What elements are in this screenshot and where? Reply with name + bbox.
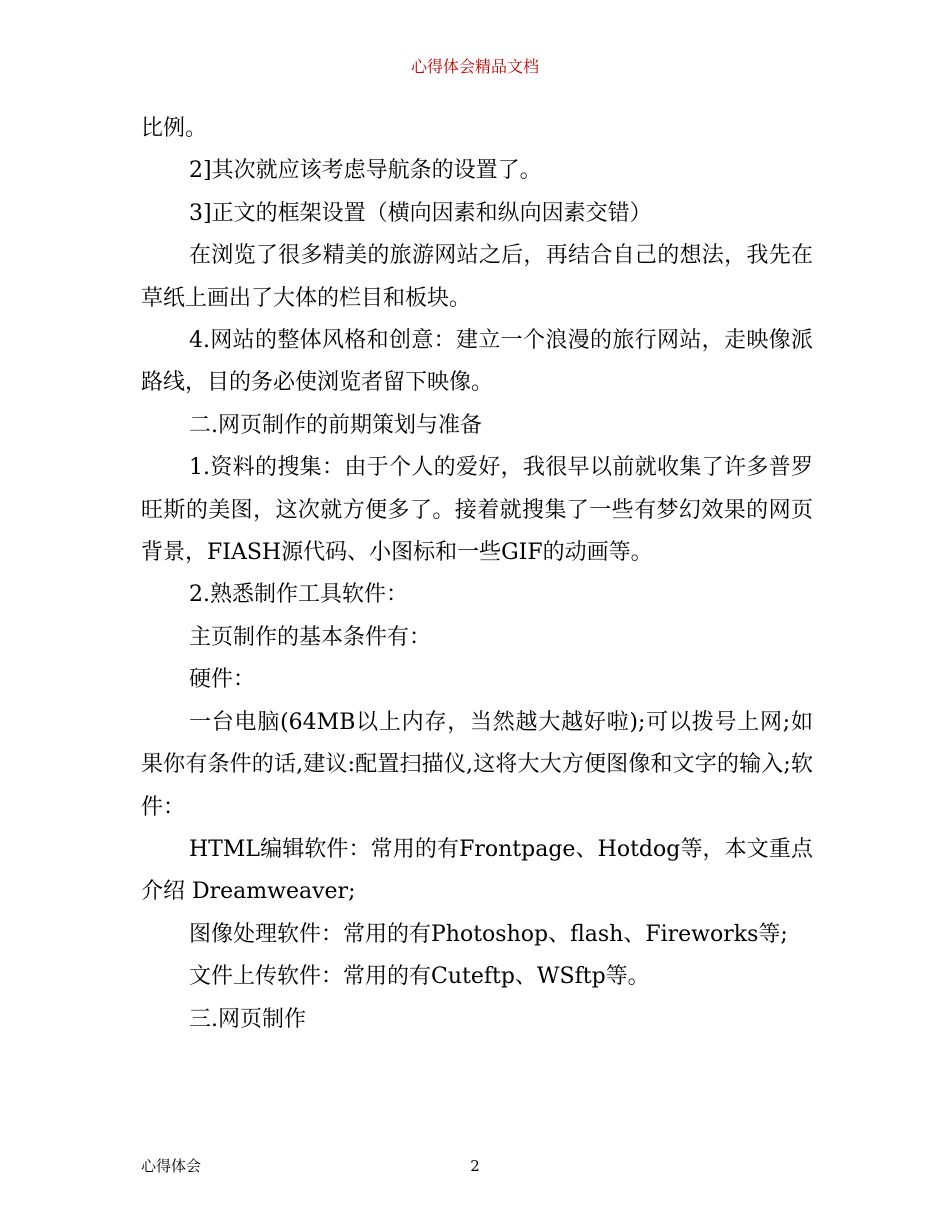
paragraph: 3]正文的框架设置（横向因素和纵向因素交错） (189, 200, 652, 226)
paragraph: 1.资料的搜集：由于个人的爱好，我很早以前就收集了许多普罗旺斯的美图，这次就方便多了。接着就搜集了一些有梦幻效果的网页背景，FIASH源代码、小图标和一些GIF的动画等。 (141, 455, 813, 566)
paragraph: 2.熟悉制作工具软件： (189, 582, 408, 608)
page-number: 2 (470, 1157, 480, 1175)
paragraph: HTML编辑软件：常用的有Frontpage、Hotdog等，本文重点介绍 Dreamweaver; (141, 836, 813, 905)
paragraph: 主页制作的基本条件有： (189, 624, 432, 650)
paragraph: 4.网站的整体风格和创意：建立一个浪漫的旅行网站，走映像派路线，目的务必使浏览者留下映像。 (141, 328, 813, 396)
page-footer-label: 心得体会 (141, 1157, 202, 1175)
section-heading: 三.网页制作 (189, 1006, 306, 1032)
page-header: 心得体会精品文档 (410, 57, 539, 76)
document-body (141, 108, 813, 1041)
paragraph: 文件上传软件：常用的有Cuteftp、WSftp等。 (189, 964, 650, 990)
paragraph: 在浏览了很多精美的旅游网站之后，再结合自己的想法，我先在草纸上画出了大体的栏目和板块。 (141, 243, 813, 311)
paragraph: 硬件： (189, 667, 256, 693)
paragraph: 2]其次就应该考虑导航条的设置了。 (189, 158, 542, 184)
paragraph: 比例。 (141, 116, 208, 141)
paragraph: 图像处理软件：常用的有Photoshop、flash、Fireworks等; (189, 921, 788, 947)
section-heading: 二.网页制作的前期策划与准备 (189, 412, 482, 438)
paragraph: 一台电脑(64MB以上内存，当然越大越好啦);可以拨号上网;如果你有条件的话,建议:配置扫描仪,这将大大方便图像和文字的输入;软件： (141, 709, 813, 820)
